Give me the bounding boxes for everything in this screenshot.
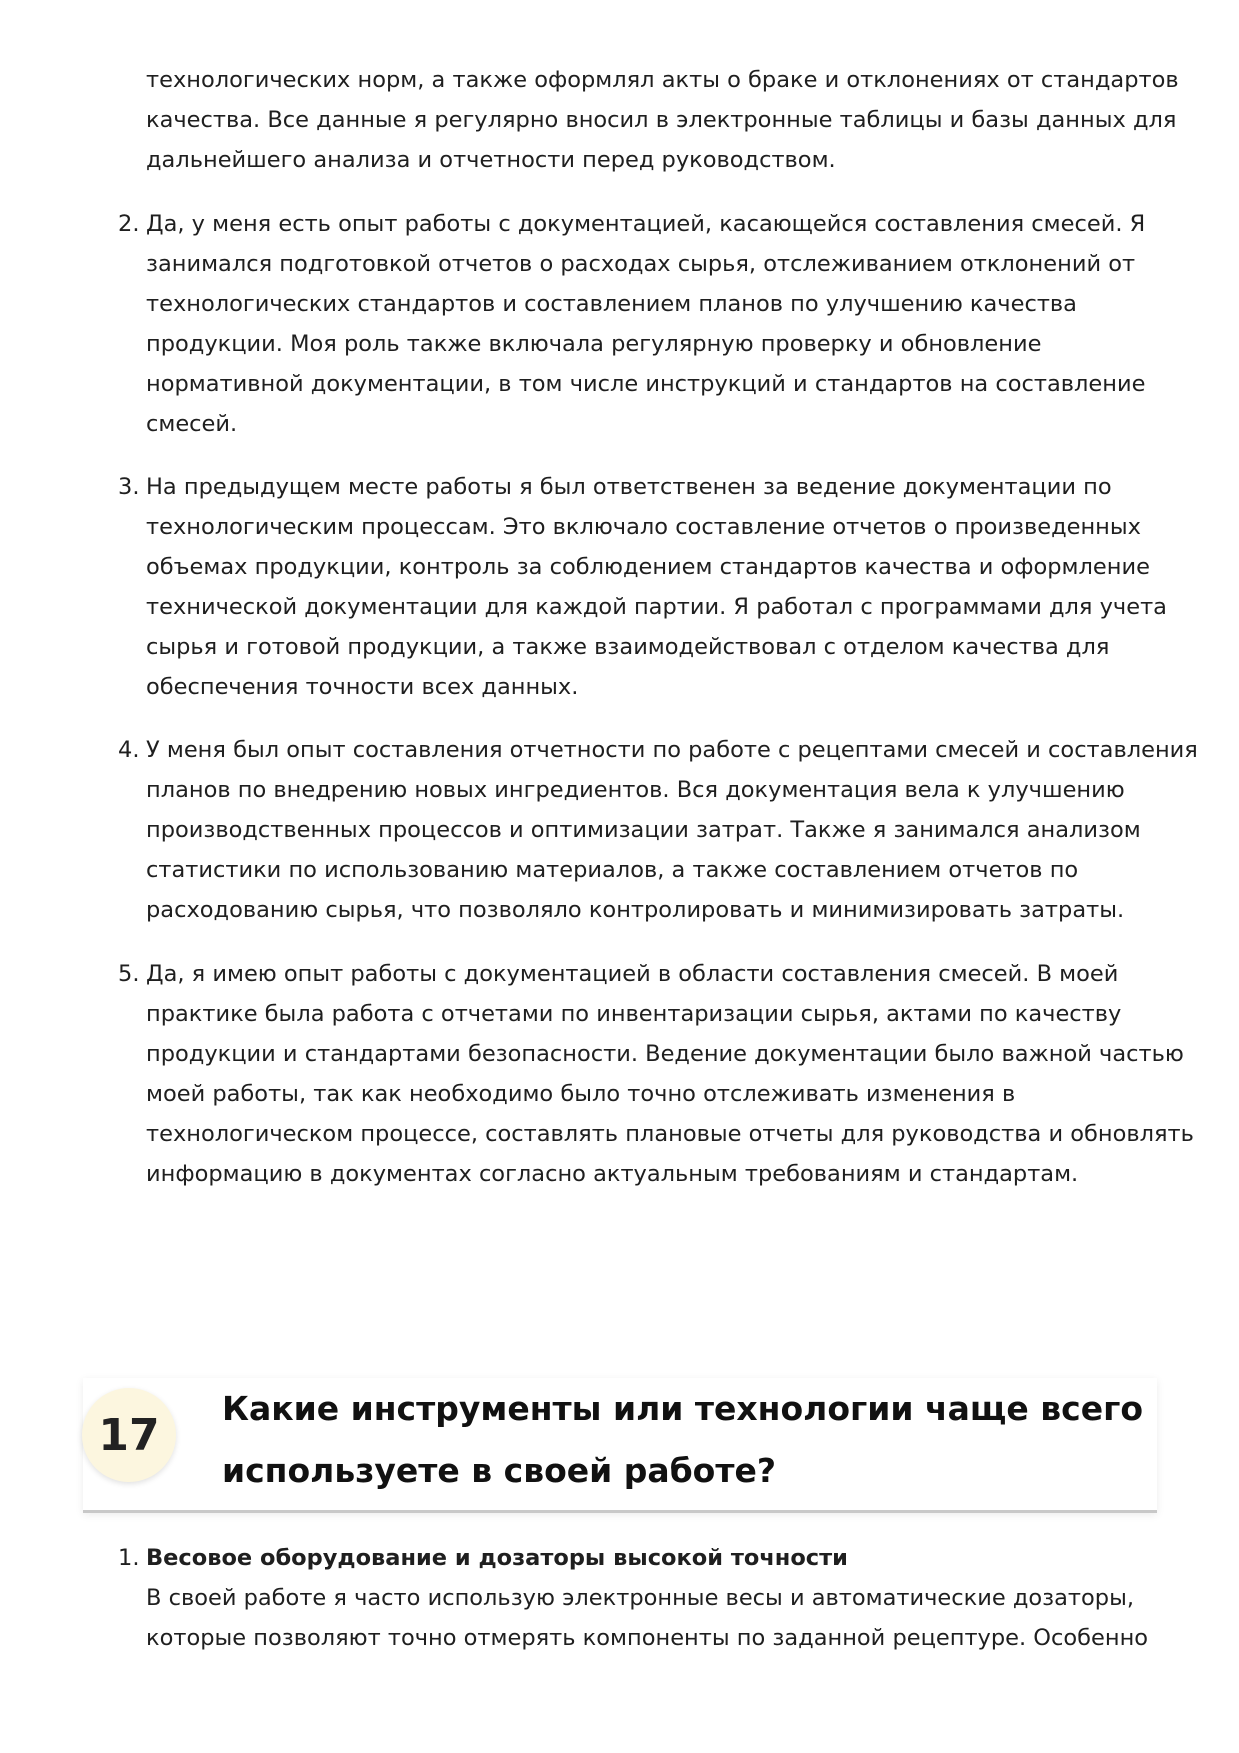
text-line: У меня был опыт составления отчетности по работе с рецептами смесей и составления (146, 737, 1198, 763)
text-line: сырья и готовой продукции, а также взаимодействовал с отделом качества для (146, 634, 1110, 660)
answer-item-3 (118, 467, 1167, 707)
text-line: дальнейшего анализа и отчетности перед руководством. (146, 147, 836, 173)
text-line: статистики по использованию материалов, а также составлением отчетов по (146, 857, 1079, 883)
text-line: которые позволяют точно отмерять компоненты по заданной рецептуре. Особенно (146, 1625, 1149, 1651)
text-line: объемах продукции, контроль за соблюдением стандартов качества и оформление (146, 554, 1150, 580)
text-line: планов по внедрению новых ингредиентов. Вся документация вела к улучшению (146, 777, 1125, 803)
answer-item-5 (118, 954, 1194, 1194)
text-line: расходованию сырья, что позволяло контролировать и минимизировать затраты. (146, 897, 1125, 923)
text-line: смесей. (146, 411, 238, 437)
list-number: 5. (118, 961, 140, 987)
list-number: 1. (118, 1545, 140, 1571)
text-line: технологическим процессам. Это включало составление отчетов о произведенных (146, 514, 1141, 540)
question-title-line: Какие инструменты или технологии чаще всего (222, 1389, 1143, 1428)
text-line: производственных процессов и оптимизации затрат. Также я занимался анализом (146, 817, 1141, 843)
text-line: продукции и стандартами безопасности. Ведение документации было важной частью (146, 1041, 1184, 1067)
answer-item-4 (118, 730, 1198, 930)
text-line: занимался подготовкой отчетов о расходах сырья, отслеживанием отклонений от (146, 251, 1136, 277)
text-line: технологических норм, а также оформлял акты о браке и отклонениях от стандартов (146, 67, 1179, 93)
text-line: практике была работа с отчетами по инвентаризации сырья, актами по качеству (146, 1001, 1122, 1027)
question-title-line: используете в своей работе? (222, 1451, 776, 1490)
answer-item-2 (118, 204, 1166, 444)
answer-1-continuation (146, 60, 1179, 180)
text-line: нормативной документации, в том числе инструкций и стандартов на составление (146, 371, 1146, 397)
question-number-badge: 17 (82, 1388, 176, 1482)
text-line: качества. Все данные я регулярно вносил в электронные таблицы и базы данных для (146, 107, 1177, 133)
text-line: Да, у меня есть опыт работы с документацией, касающейся составления смесей. Я (146, 211, 1146, 237)
text-line: технической документации для каждой партии. Я работал с программами для учета (146, 594, 1167, 620)
text-line: На предыдущем месте работы я был ответственен за ведение документации по (146, 474, 1112, 500)
list-number: 4. (118, 737, 140, 763)
list-number: 3. (118, 474, 140, 500)
tool-item-title: Весовое оборудование и дозаторы высокой точности (146, 1545, 848, 1571)
text-line: технологическом процессе, составлять плановые отчеты для руководства и обновлять (146, 1121, 1194, 1147)
text-line: моей работы, так как необходимо было точно отслеживать изменения в (146, 1081, 1016, 1107)
text-line: продукции. Моя роль также включала регулярную проверку и обновление (146, 331, 1042, 357)
question-title (222, 1378, 1143, 1502)
list-number: 2. (118, 211, 140, 237)
tool-item-1 (118, 1538, 1166, 1658)
text-line: обеспечения точности всех данных. (146, 674, 579, 700)
text-line: Да, я имею опыт работы с документацией в области составления смесей. В моей (146, 961, 1119, 987)
text-line: В своей работе я часто использую электронные весы и автоматические дозаторы, (146, 1585, 1135, 1611)
text-line: информацию в документах согласно актуальным требованиям и стандартам. (146, 1161, 1079, 1187)
text-line: технологических стандартов и составлением планов по улучшению качества (146, 291, 1077, 317)
